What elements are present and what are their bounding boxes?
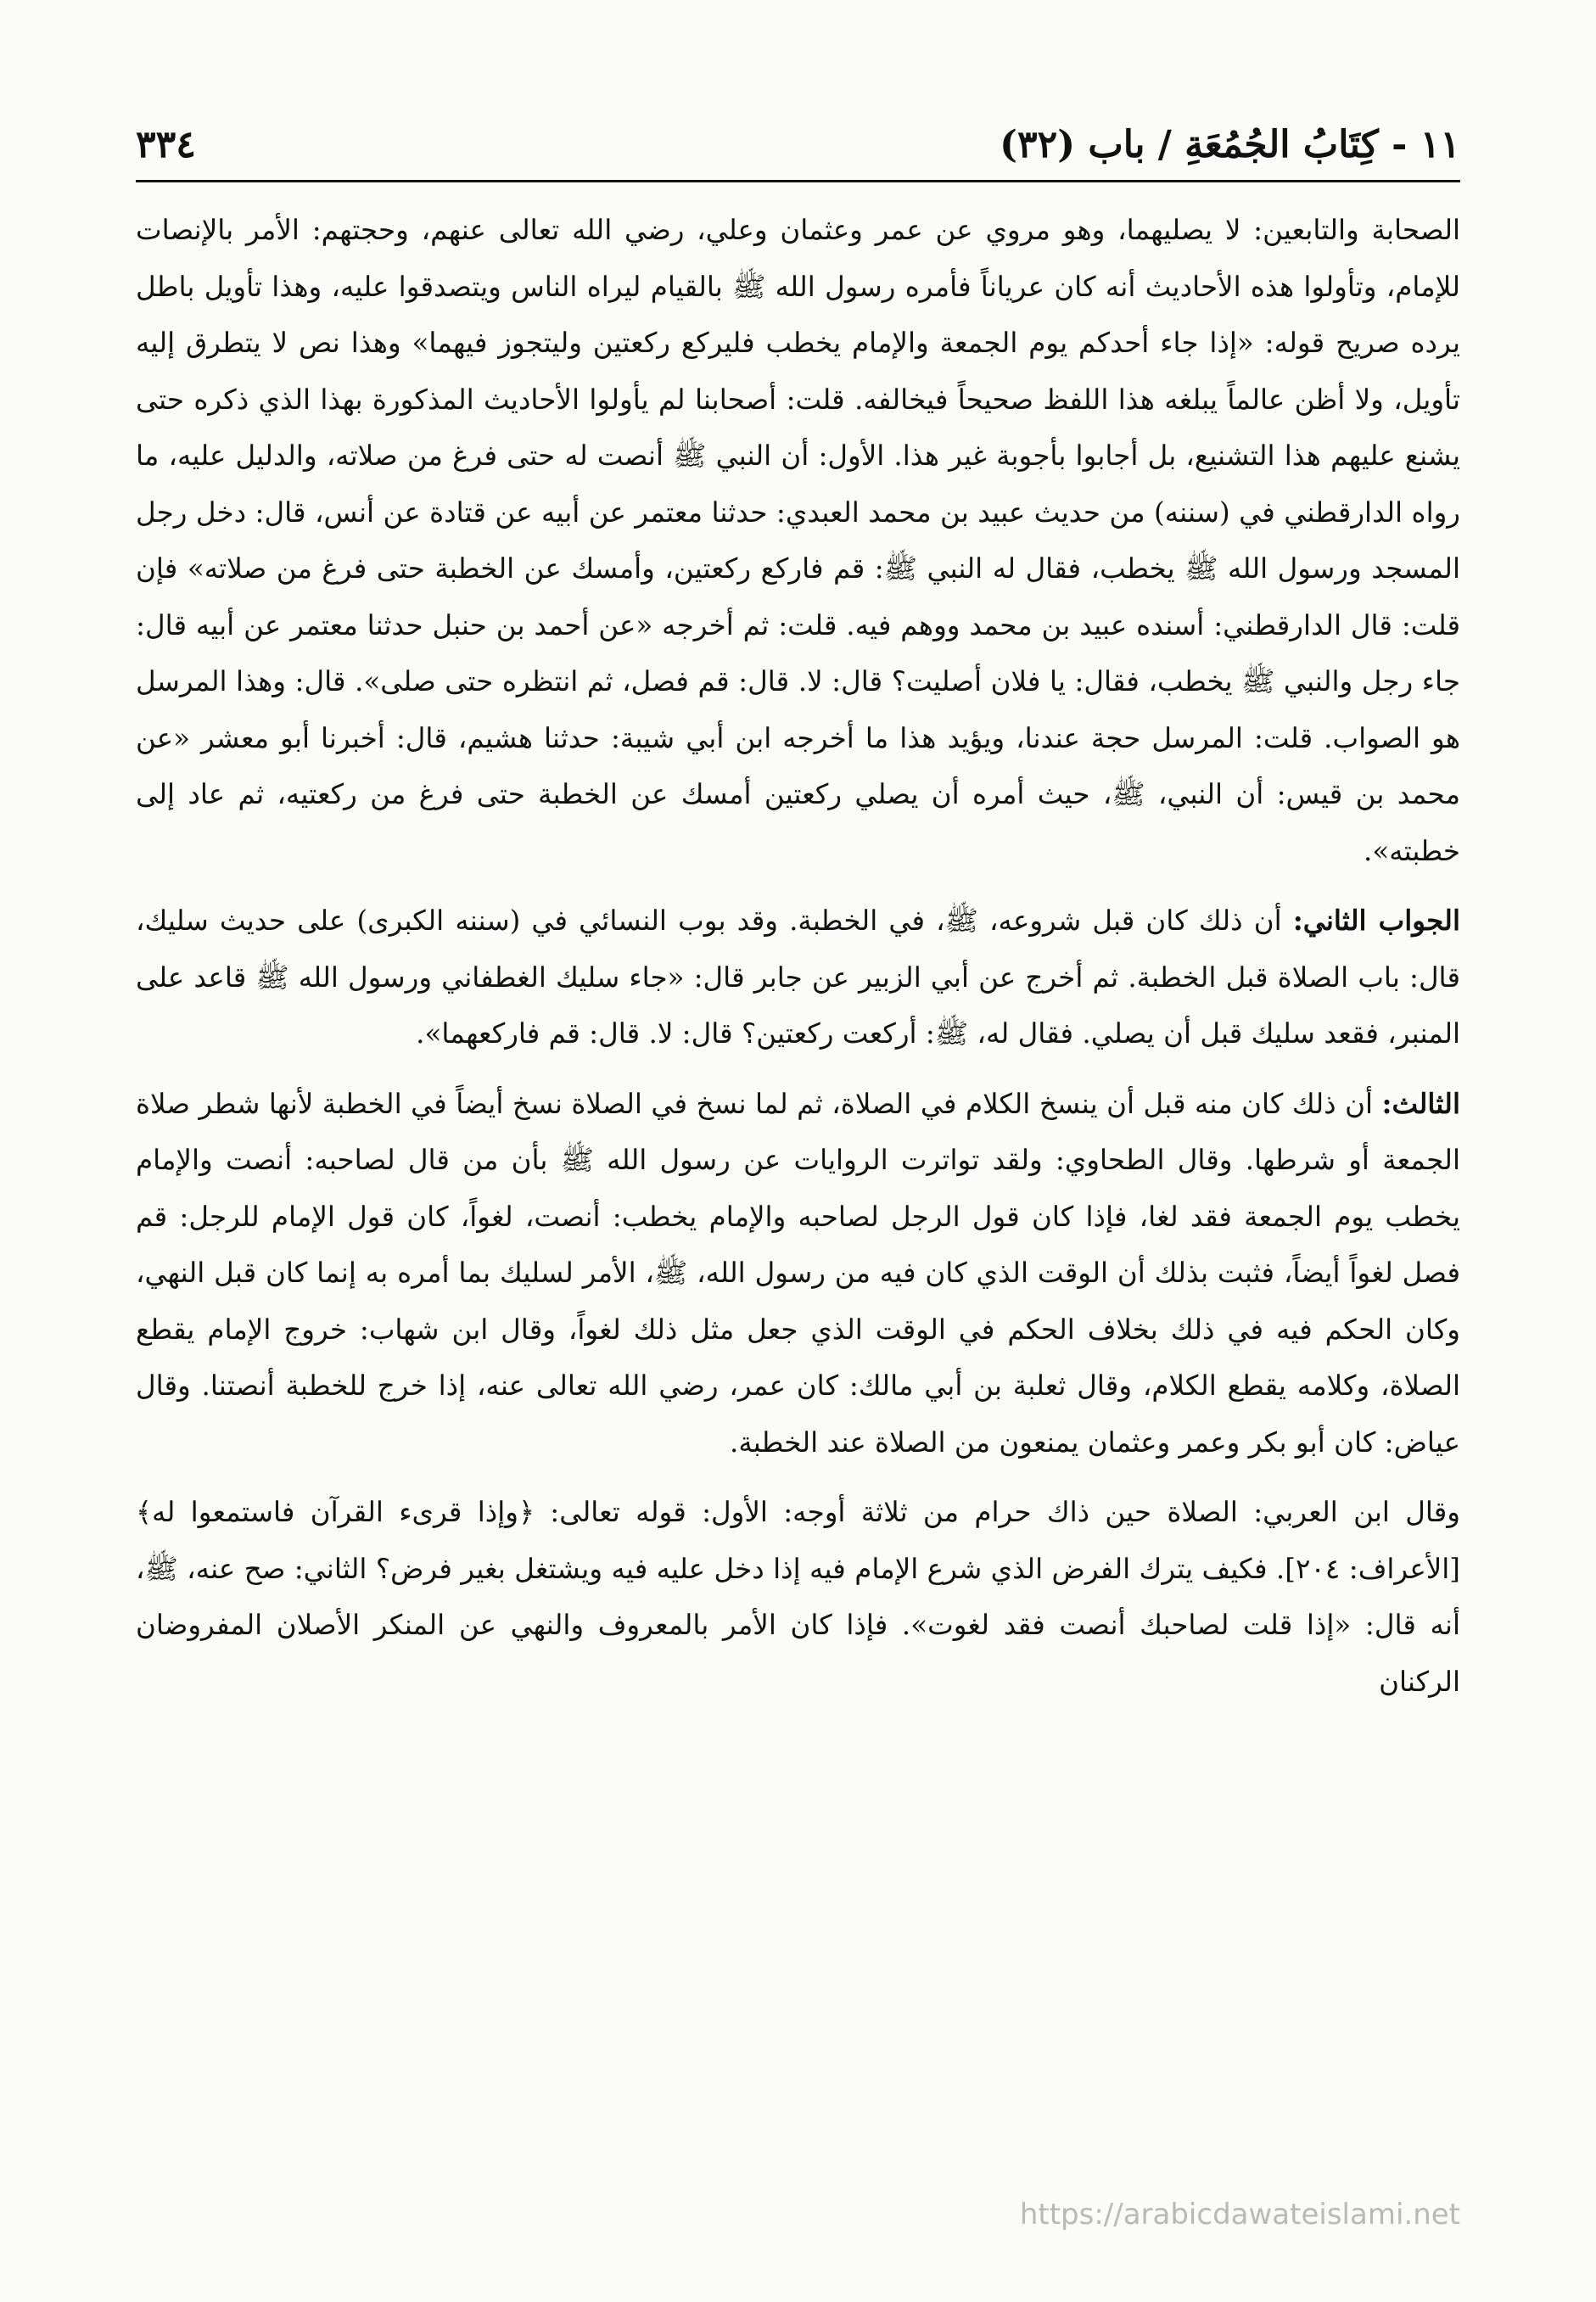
- watermark: https://arabicdawateislami.net: [1019, 2198, 1460, 2232]
- body-text: [136, 202, 1460, 1723]
- paragraph-text: الصحابة والتابعين: لا يصليهما، وهو مروي عن عمر وعثمان وعلي، رضي الله تعالى عنهم، وحجتهم: الأمر بالإنصات للإمام، وتأولوا هذه الأحاديث أنه كان عرياناً فأمره رسول الله ﷺ بالقيام ليراه الناس ويتصدقوا عليه، وهذا تأويل باطل يرده صريح قوله: «إذا جاء أحدكم يوم الجمعة والإمام يخطب فليركع ركعتين وليتجوز فيهما» وهذا نص لا يتطرق إليه تأويل، ولا أظن عالماً يبلغه هذا اللفظ صحيحاً فيخالفه. قلت: أصحابنا لم يأولوا الأحاديث المذكورة بهذا الذي ذكره حتى يشنع عليهم هذا التشنيع، بل أجابوا بأجوبة غير هذا. الأول: أن النبي ﷺ أنصت له حتى فرغ من صلاته، والدليل عليه، ما رواه الدارقطني في (سننه) من حديث عبيد بن محمد العبدي: حدثنا معتمر عن أبيه عن قتادة عن أنس، قال: دخل رجل المسجد ورسول الله ﷺ يخطب، فقال له النبي ﷺ: قم فاركع ركعتين، وأمسك عن الخطبة حتى فرغ من صلاته» فإن قلت: قال الدارقطني: أسنده عبيد بن محمد ووهم فيه. قلت: ثم أخرجه «عن أحمد بن حنبل حدثنا معتمر عن أبيه قال: جاء رجل والنبي ﷺ يخطب، فقال: يا فلان أصليت؟ قال: لا. قال: قم فصل، ثم انتظره حتى صلى». قال: وهذا المرسل هو الصواب. قلت: المرسل حجة عندنا، ويؤيد هذا ما أخرجه ابن أبي شيبة: حدثنا هشيم، قال: أخبرنا أبو معشر «عن محمد بن قيس: أن النبي، ﷺ، حيث أمره أن يصلي ركعتين أمسك عن الخطبة حتى فرغ من ركعتيه، ثم عاد إلى خطبته».: [136, 214, 1460, 867]
- paragraph-lead: الجواب الثاني:: [1292, 904, 1460, 937]
- paragraph: [136, 1484, 1460, 1710]
- page-number: ٣٣٤: [136, 122, 196, 166]
- paragraph-text: وقال ابن العربي: الصلاة حين ذاك حرام من ثلاثة أوجه: الأول: قوله تعالى: ﴿وإذا قرىء القرآن فاستمعوا له﴾ [الأعراف: ٢٠٤]. فكيف يترك الفرض الذي شرع الإمام فيه إذا دخل عليه فيه ويشتغل بغير فرض؟ الثاني: صح عنه، ﷺ، أنه قال: «إذا قلت لصاحبك أنصت فقد لغوت». فإذا كان الأمر بالمعروف والنهي عن المنكر الأصلان المفروضان الركنان: [136, 1496, 1460, 1698]
- header-rule: [136, 180, 1460, 182]
- chapter-title: ١١ - كِتَابُ الجُمُعَةِ / باب (٣٢): [1000, 122, 1460, 166]
- paragraph-text: أن ذلك كان قبل شروعه، ﷺ، في الخطبة. وقد بوب النسائي في (سننه الكبرى) على حديث سليك، قال: باب الصلاة قبل الخطبة. ثم أخرج عن أبي الزبير عن جابر قال: «جاء سليك الغطفاني ورسول الله ﷺ قاعد على المنبر، فقعد سليك قبل أن يصلي. فقال له، ﷺ: أركعت ركعتين؟ قال: لا. قال: قم فاركعهما».: [136, 905, 1460, 1050]
- paragraph: [136, 893, 1460, 1062]
- paragraph: [136, 202, 1460, 879]
- paragraph: [136, 1076, 1460, 1471]
- paragraph-text: أن ذلك كان منه قبل أن ينسخ الكلام في الصلاة، ثم لما نسخ في الصلاة نسخ أيضاً في الخطبة لأنها شطر صلاة الجمعة أو شرطها. وقال الطحاوي: ولقد تواترت الروايات عن رسول الله ﷺ بأن من قال لصاحبه: أنصت والإمام يخطب يوم الجمعة فقد لغا، فإذا كان قول الرجل لصاحبه والإمام يخطب: أنصت، لغواً، كان قول الإمام للرجل: قم فصل لغواً أيضاً، فثبت بذلك أن الوقت الذي كان فيه من رسول الله، ﷺ، الأمر لسليك بما أمره به إنما كان قبل النهي، وكان الحكم فيه في ذلك بخلاف الحكم في الوقت الذي جعل مثل ذلك لغواً، وقال ابن شهاب: خروج الإمام يقطع الصلاة، وكلامه يقطع الكلام، وقال ثعلبة بن أبي مالك: كان عمر، رضي الله تعالى عنه، إذا خرج للخطبة أنصتنا. وقال عياض: كان أبو بكر وعمر وعثمان يمنعون من الصلاة عند الخطبة.: [136, 1087, 1460, 1459]
- paragraph-lead: الثالث:: [1381, 1086, 1460, 1120]
- page-header: [136, 110, 1460, 178]
